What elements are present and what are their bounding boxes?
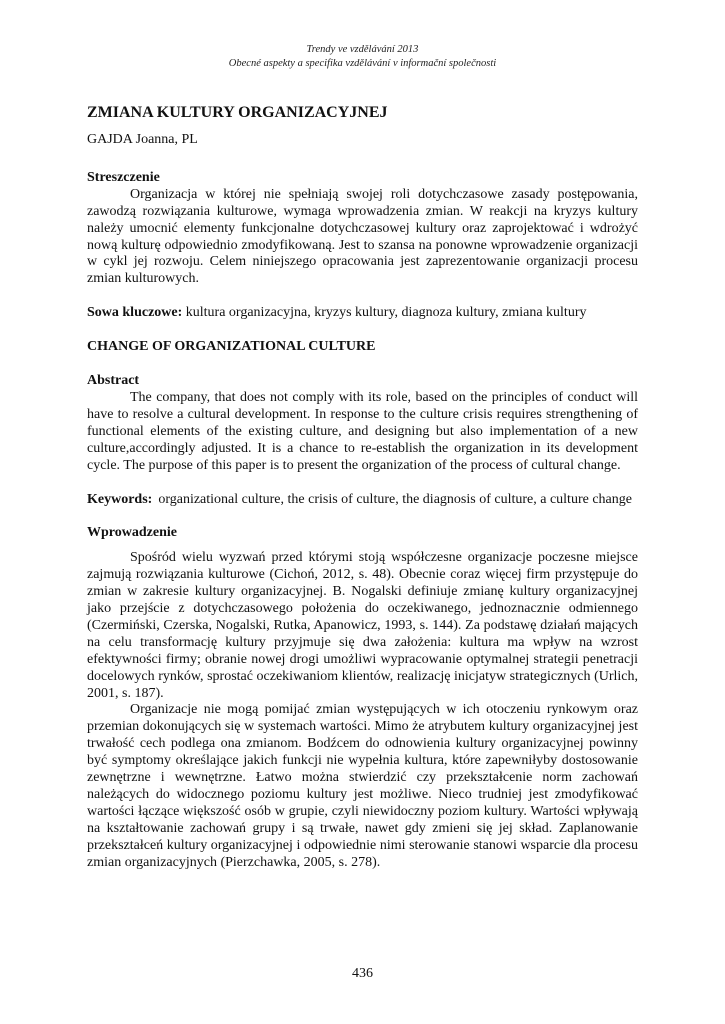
page-number: 436 <box>352 966 373 981</box>
header-line-1: Trendy ve vzdělávání 2013 <box>306 44 419 55</box>
abstract-heading: Abstract <box>87 373 140 389</box>
header-line-2: Obecné aspekty a specifika vzdělávání v informační společnosti <box>228 58 497 69</box>
slowa-kluczowe-text: kultura organizacyjna, kryzys kultury, diagnoza kultury, zmiana kultury <box>182 305 587 321</box>
keywords-text: organizational culture, the crisis of culture, the diagnosis of culture, a culture change <box>158 491 632 507</box>
article-body <box>87 103 638 872</box>
streszczenie-text: Organizacja w której nie spełniają swojej roli dotychczasowe zasady postępowania, zawodzą rozwiązania kulturowe, wymaga wprowadzenia zmian. W reakcji na kryzys kultury należy umocnić elementy funkcjonalne dotychczasowej kultury oraz zaprojektować i wdrożyć nową kulturę odpowiednio zmodyfikowaną. Jest to szansa na ponowne wprowadzenie organizacji w cykl jej rozwoju. Celem niniejszego opracowania jest zaprezentowanie organizacji procesu zmian kulturowych. <box>87 186 638 287</box>
english-title: CHANGE OF ORGANIZATIONAL CULTURE <box>87 339 376 355</box>
article-title: ZMIANA KULTURY ORGANIZACYJNEJ <box>87 104 388 121</box>
author-line: GAJDA Joanna, PL <box>87 132 198 147</box>
wprowadzenie-paragraph-2: Organizacje nie mogą pomijać zmian występujących w ich otoczeniu rynkowym oraz przemian dokonujących się w systemach wartości. Mimo że atrybutem kultury organizacyjnej jest trwałość cech podlega ona zmianom. Bodźcem do odnowienia kultury organizacyjnej powinny być symptomy określające jakich funkcji nie wypełnia kultura, które zapewniłyby dostosowanie zewnętrzne i wewnętrzne. Łatwo można stwierdzić czy przekształcenie norm zachowań należących do widocznego poziomu kultury jest możliwe. Nieco trudniej jest zmodyfikować wartości łączące większość osób w grupie, czyli niewidoczny poziom kultury. Wartości wpływają na kształtowanie zachowań grupy i są trwałe, nawet gdy zmieni się jej skład. Zaplanowanie przekształceń kultury organizacyjnej i odpowiednie nimi sterowanie stanowi wsparcie dla procesu zmian organizacyjnych (Pierzchawka, 2005, s. 278). <box>87 702 638 870</box>
running-header <box>0 43 725 71</box>
wprowadzenie-heading: Wprowadzenie <box>87 525 177 541</box>
abstract-text: The company, that does not comply with its role, based on the principles of conduct will have to resolve a cultural development. In response to the culture crisis requires strengthening of functional elements of the existing culture, and designing but also implementation of a new culture,accordingly adjusted. It is a chance to re-establish the organization in its development cycle. The purpose of this paper is to present the organization of the process of cultural change. <box>87 389 638 473</box>
slowa-kluczowe-label: Sowa kluczowe: <box>87 305 183 321</box>
slowa-kluczowe <box>87 305 638 322</box>
keywords <box>87 492 638 509</box>
wprowadzenie-paragraph-1: Spośród wielu wyzwań przed którymi stoją współczesne organizacje poczesne miejsce zajmują rozwiązania kulturowe (Cichoń, 2012, s. 48). Obecnie coraz więcej firm przystępuje do zmian w zakresie kultury organizacyjnej. B. Nogalski definiuje zmianę kultury organizacyjnej jako przejście z dotychczasowego położenia do oczekiwanego, jednoznacznie odmiennego (Czermiński, Czerska, Nogalski, Rutka, Apanowicz, 1993, s. 144). Za podstawę działań mających na celu transformację kultury przyjmuje się dwa założenia: kultura ma wpływ na wzrost efektywności firmy; obranie nowej drogi umożliwi wypracowanie optymalnej strategii penetracji docelowych rynków, sprostać oczekiwaniom klientów, realizację inicjatyw strategicznych (Urlich, 2001, s. 187). <box>87 550 638 701</box>
keywords-label: Keywords: <box>87 491 153 507</box>
streszczenie-heading: Streszczenie <box>87 169 160 185</box>
